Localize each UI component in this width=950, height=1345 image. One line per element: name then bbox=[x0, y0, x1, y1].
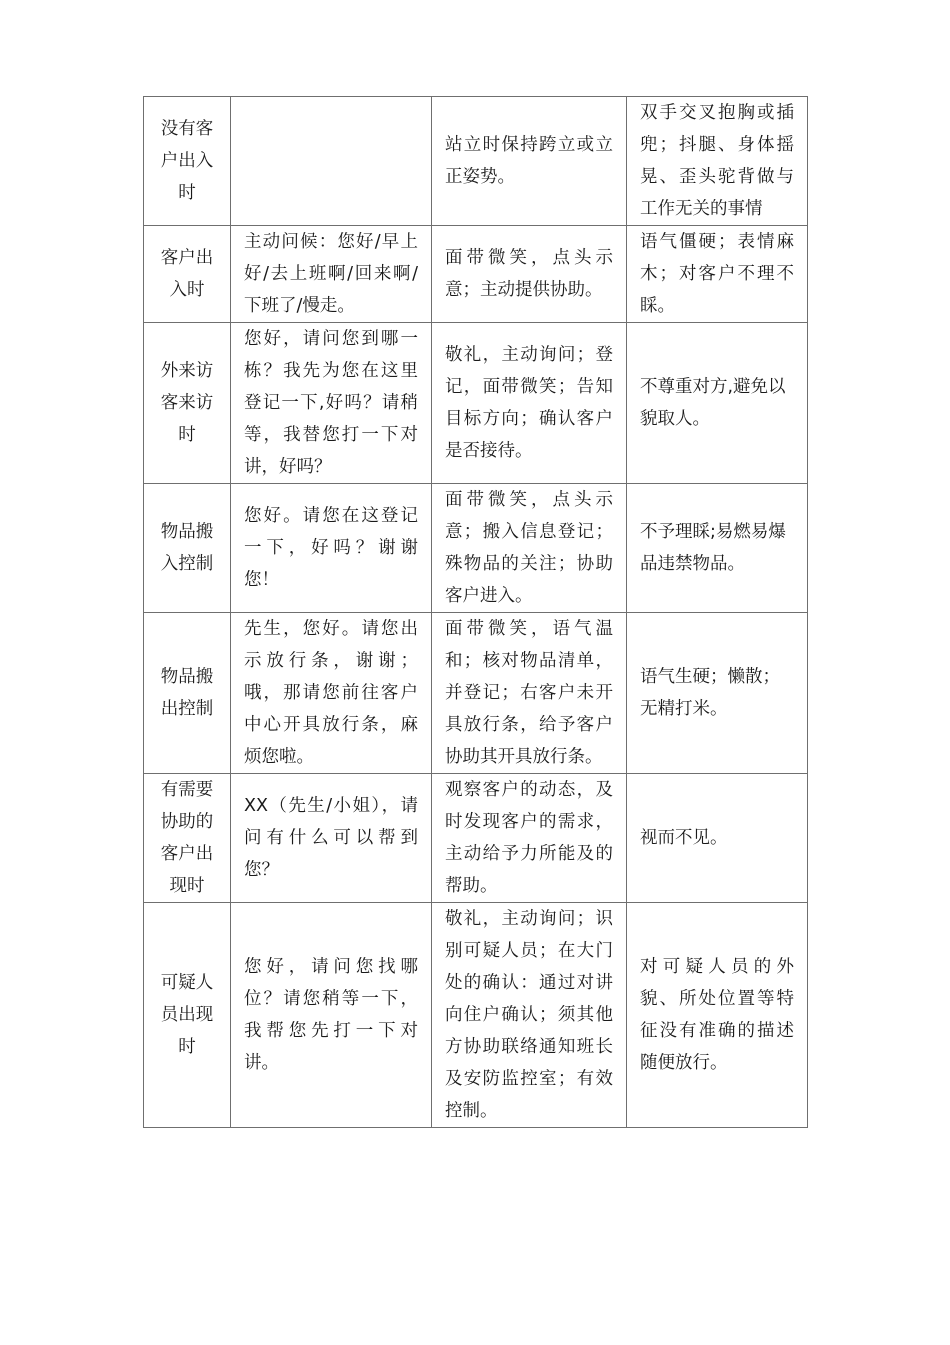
scene-cell: 没有客户出入时 bbox=[144, 97, 231, 226]
speech-cell: XX（先生/小姐），请问有什么可以帮到您？ bbox=[231, 774, 432, 903]
behavior-cell: 面带微笑，点头示意；主动提供协助。 bbox=[432, 226, 627, 323]
speech-cell bbox=[231, 97, 432, 226]
behavior-cell: 敬礼，主动询问；识别可疑人员；在大门处的确认：通过对讲向住户确认；须其他方协助联络通知班长及安防监控室；有效控制。 bbox=[432, 903, 627, 1128]
speech-cell: 您好，请问您找哪位？请您稍等一下，我帮您先打一下对讲。 bbox=[231, 903, 432, 1128]
table-row bbox=[144, 226, 808, 323]
forbidden-cell: 双手交叉抱胸或插兜；抖腿、身体摇晃、歪头驼背做与工作无关的事情 bbox=[627, 97, 808, 226]
table-row bbox=[144, 97, 808, 226]
table-row bbox=[144, 774, 808, 903]
etiquette-table bbox=[143, 96, 808, 1128]
scene-cell: 外来访客来访时 bbox=[144, 323, 231, 484]
forbidden-cell: 对可疑人员的外貌、所处位置等特征没有准确的描述随便放行。 bbox=[627, 903, 808, 1128]
table-row bbox=[144, 613, 808, 774]
behavior-cell: 面带微笑，点头示意；搬入信息登记；殊物品的关注；协助客户进入。 bbox=[432, 484, 627, 613]
speech-cell: 先生，您好。请您出示放行条，谢谢；哦，那请您前往客户中心开具放行条，麻烦您啦。 bbox=[231, 613, 432, 774]
forbidden-cell: 视而不见。 bbox=[627, 774, 808, 903]
forbidden-cell: 不予理睬;易燃易爆品违禁物品。 bbox=[627, 484, 808, 613]
table-row bbox=[144, 323, 808, 484]
behavior-cell: 站立时保持跨立或立正姿势。 bbox=[432, 97, 627, 226]
forbidden-cell: 不尊重对方,避免以貌取人。 bbox=[627, 323, 808, 484]
behavior-cell: 观察客户的动态，及时发现客户的需求，主动给予力所能及的帮助。 bbox=[432, 774, 627, 903]
speech-cell: 主动问候：您好/早上好/去上班啊/回来啊/下班了/慢走。 bbox=[231, 226, 432, 323]
forbidden-cell: 语气生硬；懒散；无精打米。 bbox=[627, 613, 808, 774]
behavior-cell: 面带微笑，语气温和；核对物品清单，并登记；右客户未开具放行条，给予客户协助其开具放行条。 bbox=[432, 613, 627, 774]
table-row bbox=[144, 484, 808, 613]
scene-cell: 物品搬入控制 bbox=[144, 484, 231, 613]
speech-cell: 您好。请您在这登记一下，好吗？谢谢您！ bbox=[231, 484, 432, 613]
speech-cell: 您好，请问您到哪一栋？我先为您在这里登记一下,好吗？请稍等，我替您打一下对讲，好吗？ bbox=[231, 323, 432, 484]
forbidden-cell: 语气僵硬；表情麻木；对客户不理不睬。 bbox=[627, 226, 808, 323]
behavior-cell: 敬礼，主动询问；登记，面带微笑；告知目标方向；确认客户是否接待。 bbox=[432, 323, 627, 484]
scene-cell: 物品搬出控制 bbox=[144, 613, 231, 774]
scene-cell: 客户出入时 bbox=[144, 226, 231, 323]
scene-cell: 可疑人员出现时 bbox=[144, 903, 231, 1128]
table-row bbox=[144, 903, 808, 1128]
scene-cell: 有需要协助的客户出现时 bbox=[144, 774, 231, 903]
